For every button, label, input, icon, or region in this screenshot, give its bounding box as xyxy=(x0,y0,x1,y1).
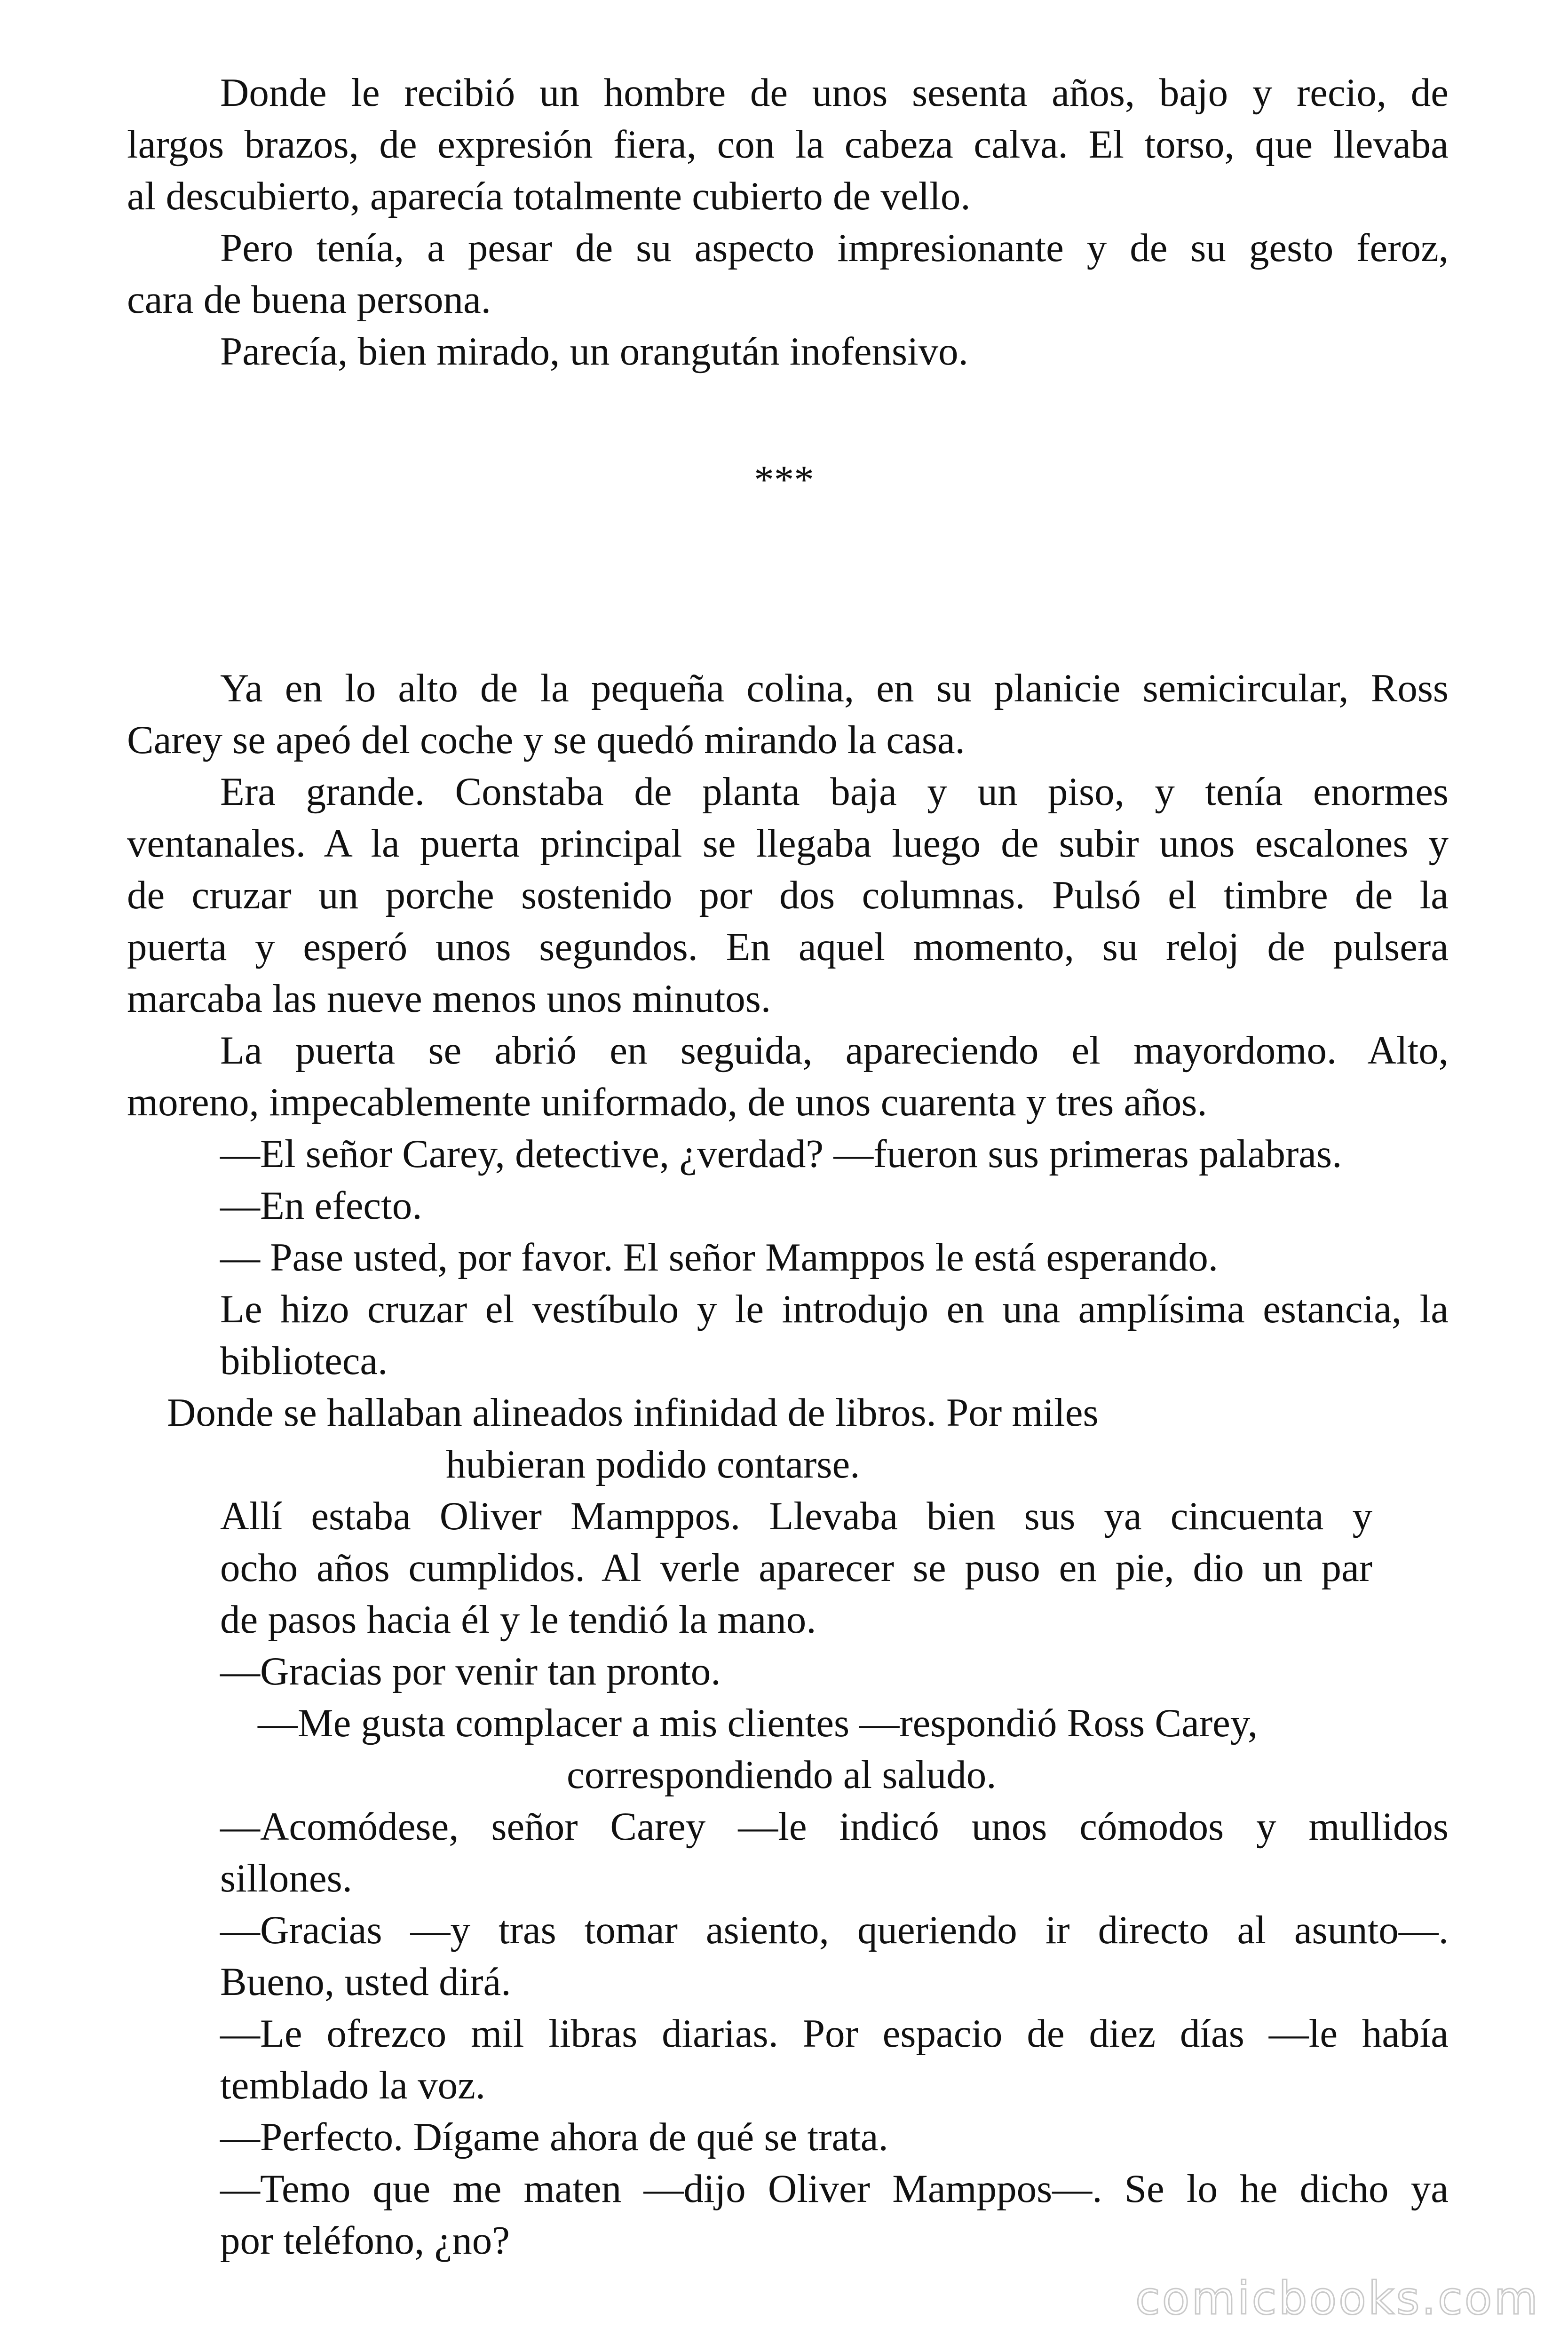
text-line: temblado la voz. xyxy=(220,2063,486,2107)
text-line: puerta y esperó unos segundos. En aquel momento, su reloj de pulsera xyxy=(127,925,1449,969)
text-line: marcaba las nueve menos unos minutos. xyxy=(127,977,771,1021)
text-line: Allí estaba Oliver Mamppos. Llevaba bien sus ya cincuenta y xyxy=(220,1494,1372,1538)
watermark: comicbooks.com xyxy=(1135,2272,1540,2325)
text-line: Ya en lo alto de la pequeña colina, en su planicie semicircular, Ross xyxy=(220,666,1449,710)
text-line: —Temo que me maten —dijo Oliver Mamppos—. Se lo he dicho ya xyxy=(220,2167,1449,2211)
text-line: biblioteca. xyxy=(220,1339,388,1383)
text-line: —Perfecto. Dígame ahora de qué se trata. xyxy=(220,2115,888,2159)
text-line: —Me gusta complacer a mis clientes —respondió Ross Carey, xyxy=(258,1701,1258,1745)
text-line: correspondiendo al saludo. xyxy=(567,1753,997,1797)
text-line: —Acomódese, señor Carey —le indicó unos cómodos y mullidos xyxy=(220,1804,1449,1849)
text-line: —El señor Carey, detective, ¿verdad? —fueron sus primeras palabras. xyxy=(220,1132,1342,1176)
text-line: —Gracias —y tras tomar asiento, queriendo ir directo al asunto—. xyxy=(220,1908,1449,1952)
text-line: de pasos hacia él y le tendió la mano. xyxy=(220,1597,816,1642)
text-line: La puerta se abrió en seguida, apareciendo el mayordomo. Alto, xyxy=(220,1028,1449,1073)
text-line: Bueno, usted dirá. xyxy=(220,1960,511,2004)
text-line: largos brazos, de expresión fiera, con la cabeza calva. El torso, que llevaba xyxy=(127,122,1449,167)
text-line: al descubierto, aparecía totalmente cubierto de vello. xyxy=(127,174,971,218)
text-line: —En efecto. xyxy=(220,1184,422,1228)
text-line: de cruzar un porche sostenido por dos columnas. Pulsó el timbre de la xyxy=(127,873,1449,917)
text-line: Le hizo cruzar el vestíbulo y le introdujo en una amplísima estancia, la xyxy=(220,1287,1449,1331)
text-line: por teléfono, ¿no? xyxy=(220,2218,510,2263)
text-line: Era grande. Constaba de planta baja y un piso, y tenía enormes xyxy=(220,770,1449,814)
text-line: moreno, impecablemente uniformado, de unos cuarenta y tres años. xyxy=(127,1080,1207,1124)
text-line: Carey se apeó del coche y se quedó mirando la casa. xyxy=(127,718,965,762)
text-line: — Pase usted, por favor. El señor Mamppos le está esperando. xyxy=(220,1235,1219,1279)
section-break: *** xyxy=(754,458,814,502)
text-line: hubieran podido contarse. xyxy=(446,1442,860,1486)
text-line: Donde le recibió un hombre de unos sesenta años, bajo y recio, de xyxy=(220,71,1449,115)
text-line: —Gracias por venir tan pronto. xyxy=(220,1649,721,1693)
text-line: Pero tenía, a pesar de su aspecto impresionante y de su gesto feroz, xyxy=(220,226,1449,270)
text-line: cara de buena persona. xyxy=(127,278,491,322)
text-line: sillones. xyxy=(220,1856,352,1900)
text-line: Parecía, bien mirado, un orangután inofensivo. xyxy=(220,329,968,373)
text-line: ventanales. A la puerta principal se llegaba luego de subir unos escalones y xyxy=(127,821,1449,866)
text-line: Donde se hallaban alineados infinidad de libros. Por miles xyxy=(167,1391,1099,1435)
text-line: ocho años cumplidos. Al verle aparecer se puso en pie, dio un par xyxy=(220,1546,1372,1590)
text-line: —Le ofrezco mil libras diarias. Por espacio de diez días —le había xyxy=(220,2011,1449,2056)
